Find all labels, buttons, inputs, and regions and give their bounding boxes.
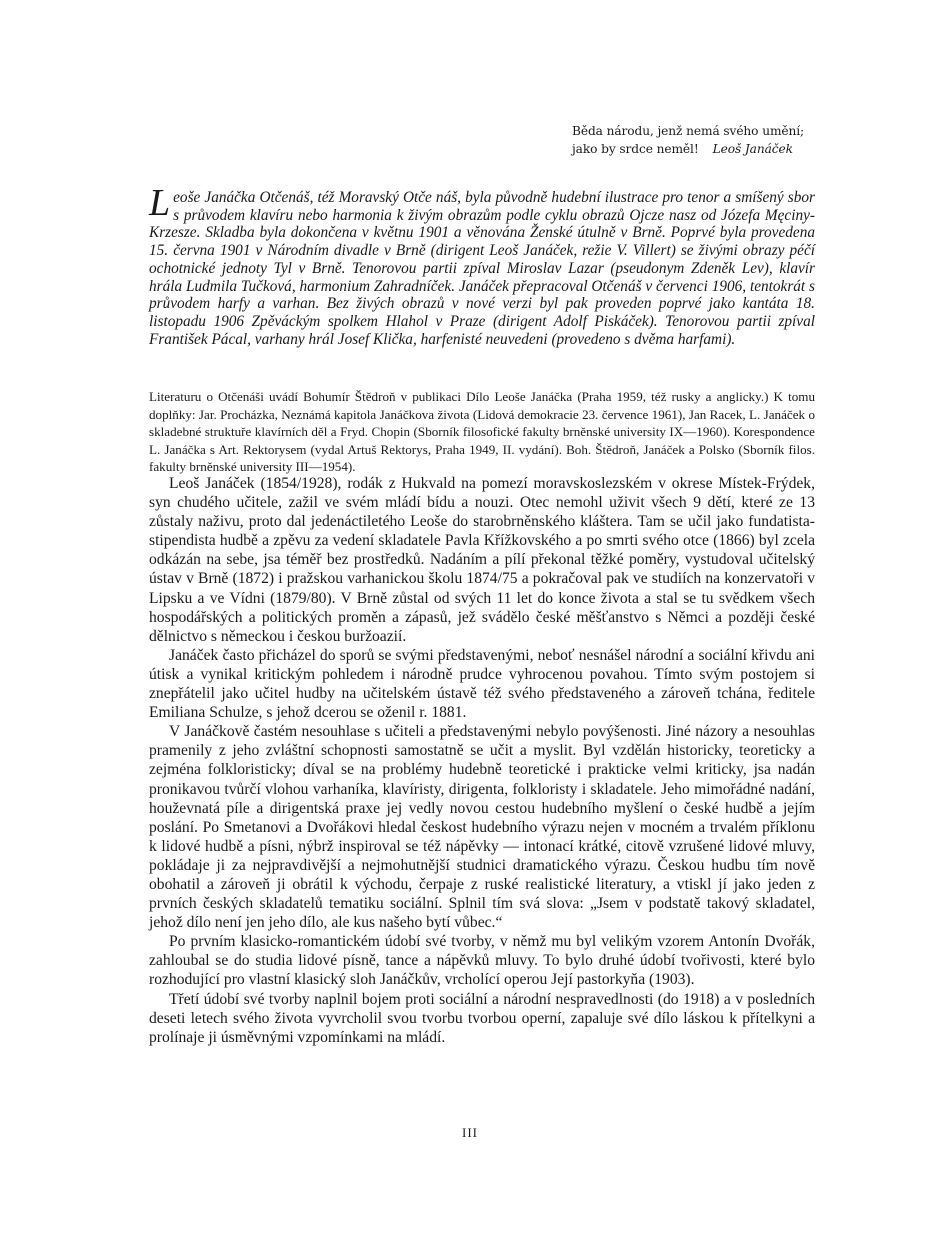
intro-text: eoše Janáčka Otčenáš, též Moravský Otče náš, byla původně hudební ilustrace pro tenor a smíšený sbor s průvodem klavíru nebo harmonia k živým obrazům podle cyklu obrazů Ojcze nasz od Józefa Męciny-Krzesze. Skladba byla dokončena v květnu 1901 a věnována Ženské útulně v Brně. Poprvé byla provedena 15. června 1901 v Národním divadle v Brně (dirigent Leoš Janáček, režie V. Villert) se živými obrazy péčí ochotnické jednoty Tyl v Brně. Tenorovou partii zpíval Miroslav Lazar (pseudonym Zdeněk Lev), klavír hrála Ludmila Tučková, harmonium Zahradníček. Janáček přepracoval Otčenáš v červenci 1906, tentokrát s průvodem harfy a varhan. Bez živých obrazů v nové verzi byl pak proveden poprvé jako kantáta 18. listopadu 1906 Zpěváckým spolkem Hlahol v Praze (dirigent Adolf Piskáček). Tenorovou partii zpíval František Pácal, varhany hrál Josef Klička, harfenisté neuvedeni (provedeno s dvěma harfami).: [149, 189, 815, 348]
epigraph-line-1: Běda národu, jenž nemá svého umění;: [572, 124, 805, 138]
page-number: III: [462, 1125, 478, 1140]
paragraph-4: Po prvním klasicko-romantickém údobí své tvorby, v němž mu byl velikým vzorem Antonín Dvořák, zahloubal se do studia lidové písně, tance a nápěvků mluvy. To bylo druhé údobí tvořivosti, které bylo rozhodující pro vlastní klasický sloh Janáčkův, vrcholící operou Její pastorkyňa (1903).: [149, 933, 815, 989]
epigraph-line-2: [572, 140, 832, 158]
paragraph-3: V Janáčkově častém nesouhlase s učiteli a představenými nebylo povýšenosti. Jiné názory a nesouhlas pramenily z jeho zvláštní schopnosti samostatně se učit a myslit. Byl vzdělán historicky, teoreticky a zejména folkloristicky; díval se na problémy hudebně teoretické i prakticke velmi kriticky, jsa nadán pronikavou tvůrčí vlohou varhaníka, klavíristy, dirigenta, folkloristy i skladatele. Jeho mimořádné nadání, houževnatá píle a dirigentská praxe jej vedly novou cestou hudebního myšlení o české hudbě a jejím poslání. Po Smetanovi a Dvořákovi hledal českost hudebního výrazu nejen v mocném a trvalém příklonu k lidové hudbě a písni, nýbrž inspiroval se též nápěvky — intonací krátké, citově vzrušené lidové mluvy, pokládaje ji za nejpravdivější a nejmohutnější studnici dramatického výrazu. Českou hudbu tím nově obohatil a zároveň ji obrátil k východu, čerpaje z ruské realistické literatury, a vtiskl jí jako jeden z prvních českých skladatelů tematiku sociální. Splnil tím svá slova: „Jsem v podstatě takový skladatel, jehož dílo není jen jeho dílo, ale kus našeho bytí vůbec.“: [149, 723, 815, 932]
paragraph-1: Leoš Janáček (1854/1928), rodák z Hukvald na pomezí moravskoslezském v okrese Místek-Frýdek, syn chudého učitele, zažil ve svém mládí bídu a nouzi. Otec nemohl uživit všech 9 dětí, které ze 13 zůstaly naživu, proto dal jedenáctiletého Leoše do starobrněnského kláštera. Tam se učil jako fundatista-stipendista hudbě a zpěvu za vedení skladatele Pavla Křížkovského a po smrti svého otce (1866) byl zcela odkázán na sebe, jsa téměř bez prostředků. Nadáním a pílí překonal těžké poměry, vystudoval učitelský ústav v Brně (1872) i pražskou varhanickou školu 1874/75 a pokračoval pak ve studiích na konzervatoři v Lipsku a ve Vídni (1879/80). V Brně zůstal od svých 11 let do konce života a stal se tu svědkem všech hospodářských a politických proměn a zápasů, jež svádělo české měšťanstvo s Němci a později české dělnictvo s německou i českou buržoazií.: [149, 475, 815, 645]
drop-cap: L: [149, 182, 171, 224]
paragraph-2: Janáček často přicházel do sporů se svými představenými, neboť nesnášel národní a sociální křivdu ani útisk a vynikal kritickým pohledem i národně prudce vyhrocenou povahou. Tímto svým postojem si znepřátelil jako učitel hudby na učitelském ústavě též svého představeného a zároveň tchána, ředitele Emiliana Schulze, s jehož dcerou se oženil r. 1881.: [149, 646, 815, 722]
epigraph-line-2-text: jako by srdce neměl!: [572, 142, 699, 156]
epigraph: [572, 122, 832, 158]
epigraph-author: Leoš Janáček: [712, 142, 793, 156]
literature-note: Literaturu o Otčenáši uvádí Bohumír Štědroň v publikaci Dílo Leoše Janáčka (Praha 1959, též rusky a anglicky.) K tomu doplňky: Jar. Procházka, Neznámá kapitola Janáčkova života (Lidová demokracie 23. července 1961), Jan Racek, L. Janáček o skladebné struktuře klavírních děl a Fryd. Chopin (Sborník filosofické fakulty brněnské university IX—1960). Korespondence L. Janáčka s Art. Rektorysem (vydal Artuš Rektorys, Praha 1949, II. vydání). Boh. Štědroň, Janáček a Polsko (Sborník filos. fakulty brněnské university III—1954).: [149, 389, 815, 475]
main-text: [149, 474, 815, 1047]
paragraph-5: Třetí údobí své tvorby naplnil bojem proti sociální a národní nespravedlnosti (do 1918) a v posledních deseti letech svého života vyvrcholil svou tvorbu tvorbou operní, zapaluje své dílo láskou k přítelkyni a prolínaje ji úsměvnými vzpomínkami na mládí.: [149, 990, 815, 1046]
intro-paragraph: [149, 182, 815, 348]
